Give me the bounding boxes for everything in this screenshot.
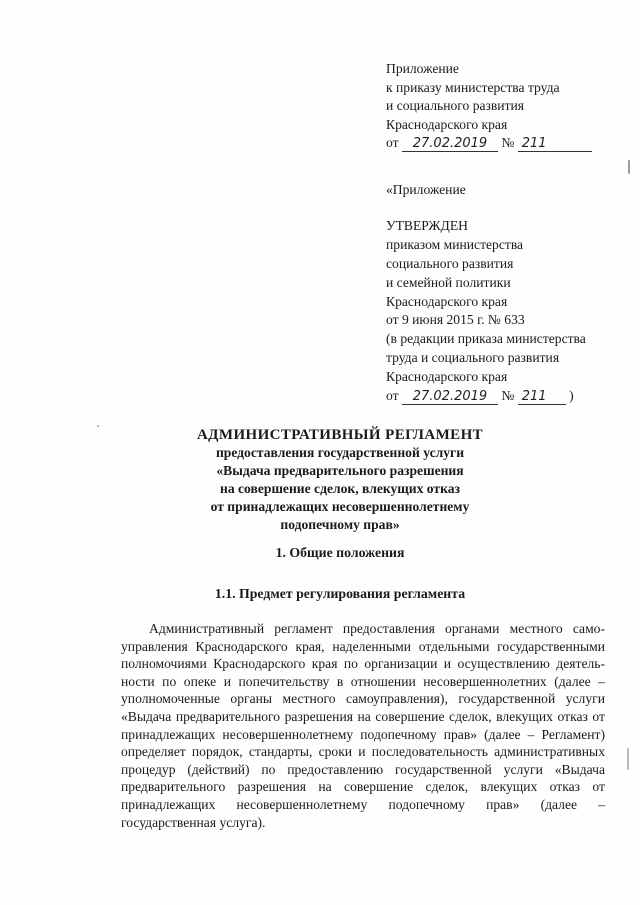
appendix-line: и социального развития <box>386 98 525 113</box>
number-sign: № <box>501 135 515 150</box>
date-prefix: от <box>386 388 399 404</box>
appendix-line: к приказу министерства труда <box>386 79 560 95</box>
section-heading-subject: 1.1. Предмет регулирования регламента <box>214 586 466 601</box>
approved-line: Краснодарского края <box>386 293 508 309</box>
approved-date-line <box>386 387 636 406</box>
title-line: подопечному прав» <box>280 517 400 532</box>
title-line: от принадлежащих несовершеннолетнему <box>210 499 470 514</box>
regulation-title <box>120 426 560 534</box>
scan-artifact <box>97 425 99 427</box>
approved-line: приказом министерства <box>386 236 524 252</box>
title-line: на совершение сделок, влекущих отказ <box>219 481 460 496</box>
handwritten-number: 211 <box>518 137 592 152</box>
appendix-line: Приложение <box>386 61 459 76</box>
appendix-block <box>386 60 626 153</box>
approved-line: от 9 июня 2015 г. № 633 <box>386 312 525 328</box>
number-sign: № <box>501 388 515 404</box>
section-heading-general: 1. Общие положения <box>275 545 405 560</box>
title-line: «Выдача предварительного разрешения <box>216 463 464 478</box>
spacer <box>386 200 636 217</box>
approved-line: Краснодарского края <box>386 369 508 385</box>
body-paragraph: Административный регламент предоставления органами местного самоуправления Краснодарского края, наделенными отдельными государственными полномочиями Краснодарского края по организации и осуществлению деятельности по опеке и попечительству в отношении несовершеннолетних (далее – уполномоченные органы местного самоуправления), государственной услуги «Выдача предварительного разрешения на совершение сделок, влекущих отказ от принадлежащих несовершеннолетнему подопечному прав» (далее – Регламент) определяет порядок, стандарты, сроки и последовательность административных процедур (действий) по предоставлению государственной услуги «Выдача предварительного разрешения на совершение сделок, влекущих отказ от принадлежащих несовершеннолетнему подопечному прав» (далее – государственная услуга). <box>121 621 605 830</box>
closing-paren: ) <box>569 388 574 404</box>
date-prefix: от <box>386 135 399 150</box>
appendix-date-line <box>386 134 626 153</box>
approved-line: (в редакции приказа министерства <box>386 331 586 347</box>
quote-label: «Приложение <box>386 182 466 197</box>
handwritten-number: 211 <box>518 390 566 405</box>
scan-artifact <box>627 748 629 770</box>
scan-artifact <box>628 160 630 174</box>
title-line: предоставления государственной услуги <box>215 445 465 460</box>
appendix-line: Краснодарского края <box>386 116 508 132</box>
handwritten-date: 27.02.2019 <box>402 137 498 152</box>
handwritten-date: 27.02.2019 <box>402 390 498 405</box>
approved-line: труда и социального развития <box>386 350 560 366</box>
approved-line: и семейной политики <box>386 274 511 290</box>
approved-block <box>386 181 636 406</box>
title-main: АДМИНИСТРАТИВНЫЙ РЕГЛАМЕНТ <box>196 427 484 443</box>
approved-line: социального развития <box>386 255 514 271</box>
approved-heading: УТВЕРЖДЕН <box>386 217 468 233</box>
